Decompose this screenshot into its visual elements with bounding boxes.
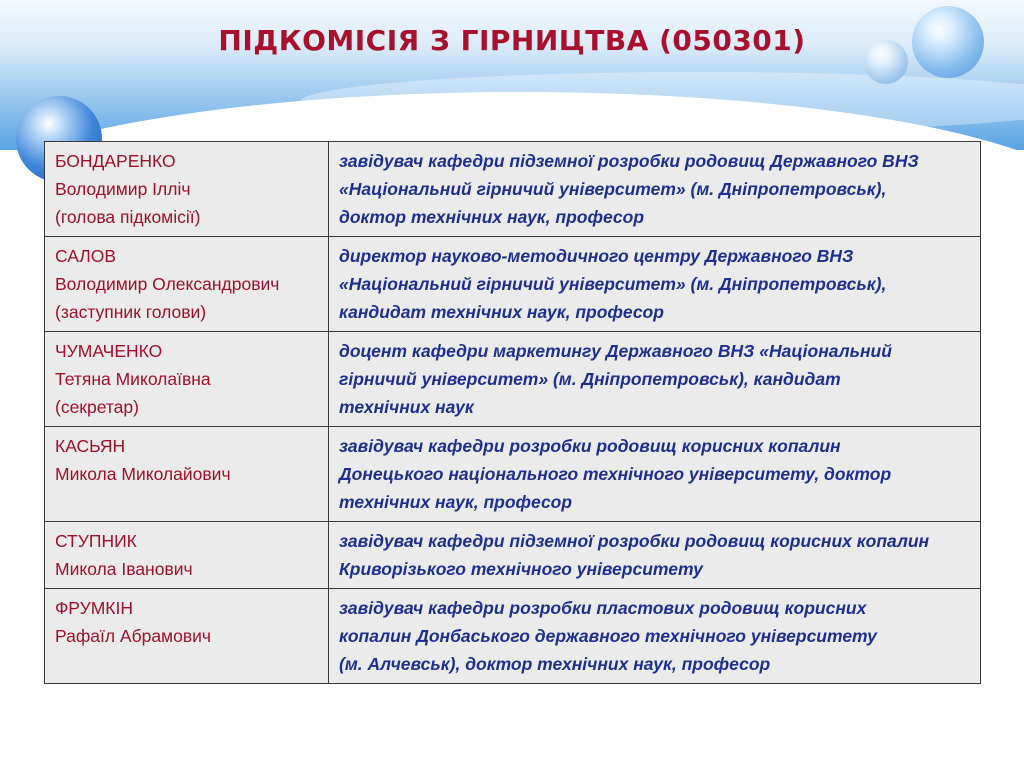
member-role: (голова підкомісії)	[55, 207, 201, 227]
member-role: (заступник голови)	[55, 302, 207, 322]
member-description-line: кандидат технічних наук, професор	[339, 302, 664, 322]
member-description-line: завідувач кафедри підземної розробки родовищ корисних копалин	[339, 531, 930, 551]
member-surname: СТУПНИК	[55, 531, 137, 551]
member-given-name: Микола Миколайович	[55, 464, 231, 484]
member-name-cell	[45, 237, 329, 332]
table-row	[45, 427, 981, 522]
member-name-cell	[45, 589, 329, 684]
slide-title: ПІДКОМІСІЯ З ГІРНИЦТВА (050301)	[218, 24, 806, 57]
table-row	[45, 142, 981, 237]
member-role: (секретар)	[55, 397, 139, 417]
member-description-line: технічних наук, професор	[339, 492, 573, 512]
member-surname: БОНДАРЕНКО	[55, 151, 176, 171]
member-description-line: гірничий університет» (м. Дніпропетровськ), кандидат	[339, 369, 841, 389]
member-surname: ФРУМКІН	[55, 598, 133, 618]
member-description-line: технічних наук	[339, 397, 474, 417]
member-name-cell	[45, 142, 329, 237]
member-surname: САЛОВ	[55, 246, 117, 266]
member-name-cell	[45, 522, 329, 589]
table-row	[45, 332, 981, 427]
member-description-cell	[329, 332, 981, 427]
member-description-line: завідувач кафедри розробки родовищ корисних копалин	[339, 436, 841, 456]
member-description-line: Криворізького технічного університету	[339, 559, 703, 579]
table-row	[45, 589, 981, 684]
member-given-name: Рафаїл Абрамович	[55, 626, 212, 646]
member-description-line: директор науково-методичного центру Державного ВНЗ	[339, 246, 854, 266]
member-description-line: доктор технічних наук, професор	[339, 207, 645, 227]
member-description-line: (м. Алчевськ), доктор технічних наук, професор	[339, 654, 771, 674]
member-description-line: Донецького національного технічного університету, доктор	[339, 464, 892, 484]
member-given-name: Володимир Олександрович	[55, 274, 280, 294]
members-table	[44, 141, 981, 684]
member-surname: КАСЬЯН	[55, 436, 126, 456]
member-description-cell	[329, 589, 981, 684]
member-name-cell	[45, 427, 329, 522]
member-description-cell	[329, 522, 981, 589]
member-description-line: копалин Донбаського державного технічного університету	[339, 626, 877, 646]
member-given-name: Микола Іванович	[55, 559, 193, 579]
member-name-cell	[45, 332, 329, 427]
member-description-cell	[329, 427, 981, 522]
member-description-cell	[329, 142, 981, 237]
member-description-line: завідувач кафедри розробки пластових родовищ корисних	[339, 598, 867, 618]
member-given-name: Володимир Ілліч	[55, 179, 191, 199]
member-description-line: завідувач кафедри підземної розробки родовищ Державного ВНЗ	[339, 151, 919, 171]
member-description-line: «Національний гірничий університет» (м. Дніпропетровськ),	[339, 179, 887, 199]
member-description-line: доцент кафедри маркетингу Державного ВНЗ «Національний	[339, 341, 892, 361]
member-given-name: Тетяна Миколаївна	[55, 369, 211, 389]
member-description-cell	[329, 237, 981, 332]
table-row	[45, 522, 981, 589]
member-surname: ЧУМАЧЕНКО	[55, 341, 163, 361]
table-row	[45, 237, 981, 332]
member-description-line: «Національний гірничий університет» (м. Дніпропетровськ),	[339, 274, 887, 294]
